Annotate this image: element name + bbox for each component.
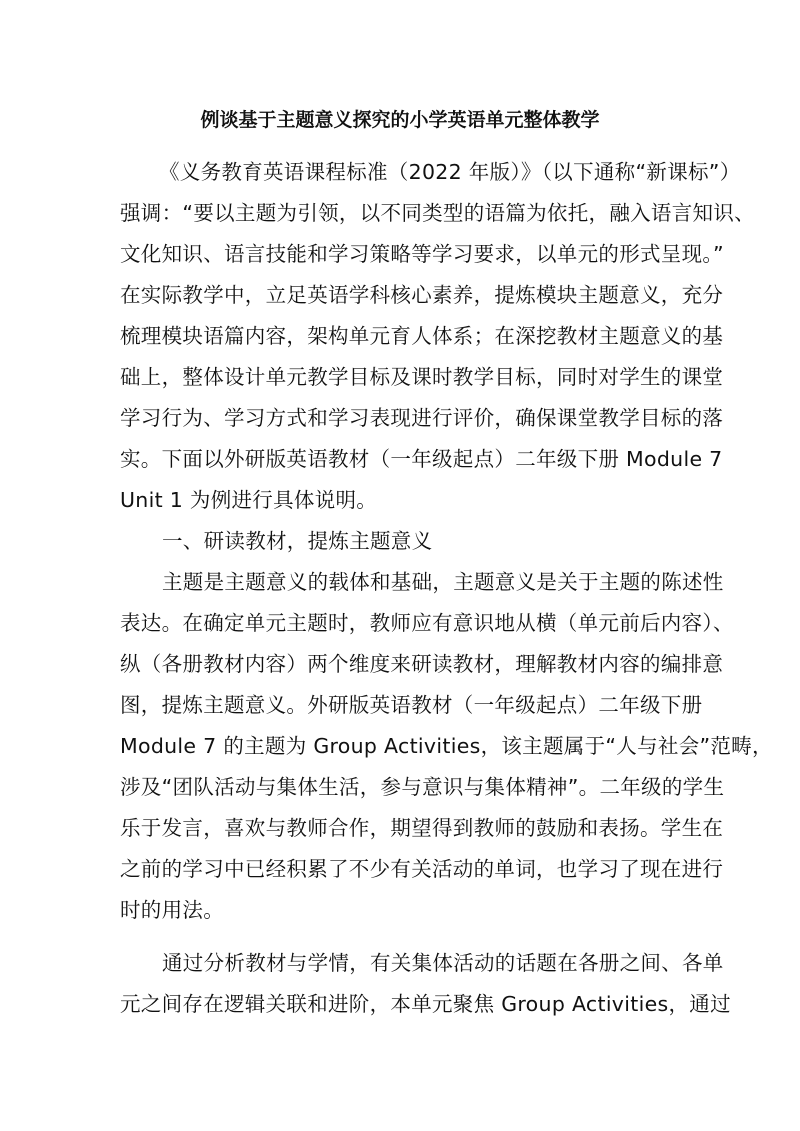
body-line: 之前的学习中已经积累了不少有关活动的单词，也学习了现在进行 [120, 857, 724, 881]
body-line: 时的用法。 [120, 898, 224, 922]
section-heading: 一、研读教材，提炼主题意义 [162, 529, 433, 553]
body-line: 《义务教育英语课程标准（2022 年版）》（以下通称“新课标”） [159, 160, 741, 184]
body-line: Unit 1 为例进行具体说明。 [120, 488, 378, 512]
body-line: 图，提炼主题意义。外研版英语教材（一年级起点）二年级下册 [120, 693, 703, 717]
body-line: 表达。在确定单元主题时，教师应有意识地从横（单元前后内容）、 [120, 611, 734, 635]
body-line: 学习行为、学习方式和学习表现进行评价，确保课堂教学目标的落 [120, 406, 724, 430]
body-line: 梳理模块语篇内容，架构单元育人体系；在深挖教材主题意义的基 [120, 324, 724, 348]
body-line: 涉及“团队活动与集体生活，参与意识与集体精神”。二年级的学生 [120, 775, 725, 799]
body-line: 元之间存在逻辑关联和进阶，本单元聚焦 Group Activities，通过 [120, 992, 731, 1016]
body-line: 强调：“要以主题为引领，以不同类型的语篇为依托，融入语言知识、 [120, 201, 755, 225]
body-line: 础上，整体设计单元教学目标及课时教学目标，同时对学生的课堂 [120, 365, 724, 389]
document-title: 例谈基于主题意义探究的小学英语单元整体教学 [200, 109, 600, 131]
body-line: 主题是主题意义的载体和基础，主题意义是关于主题的陈述性 [162, 570, 724, 594]
body-line: 实。下面以外研版英语教材（一年级起点）二年级下册 Module 7 [120, 447, 723, 471]
body-line: 在实际教学中，立足英语学科核心素养，提炼模块主题意义，充分 [120, 283, 724, 307]
body-line: 文化知识、语言技能和学习策略等学习要求，以单元的形式呈现。” [120, 242, 724, 266]
body-line: 乐于发言，喜欢与教师合作，期望得到教师的鼓励和表扬。学生在 [120, 816, 724, 840]
body-line: Module 7 的主题为 Group Activities，该主题属于“人与社会”范畴， [120, 734, 773, 758]
body-line: 纵（各册教材内容）两个维度来研读教材，理解教材内容的编排意 [120, 652, 724, 676]
body-line: 通过分析教材与学情，有关集体活动的话题在各册之间、各单 [162, 951, 724, 975]
